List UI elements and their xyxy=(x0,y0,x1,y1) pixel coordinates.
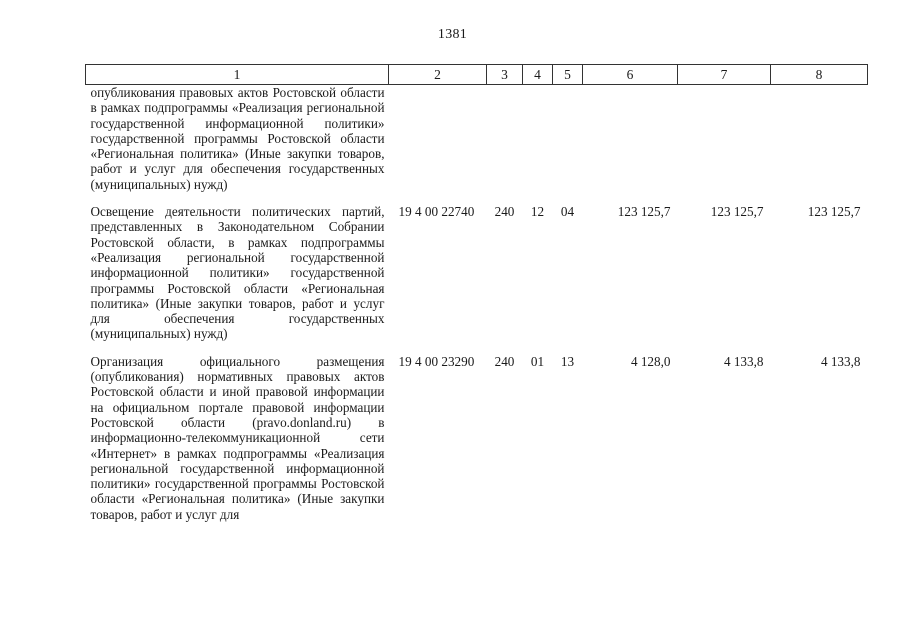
row-sum-1 xyxy=(583,85,678,203)
column-header: 5 xyxy=(553,65,583,85)
column-header: 7 xyxy=(678,65,771,85)
table-header-row xyxy=(86,65,868,85)
row-vr: 240 xyxy=(494,353,515,369)
row-pr: 13 xyxy=(560,353,575,369)
row-vr xyxy=(487,85,523,203)
table-row xyxy=(86,202,868,352)
row-rz xyxy=(523,85,553,203)
row-sum-3: 4 133,8 xyxy=(820,353,861,369)
row-sum-2: 123 125,7 xyxy=(710,204,764,220)
row-sum-2 xyxy=(678,85,771,203)
row-pr: 04 xyxy=(560,204,575,220)
column-header: 2 xyxy=(389,65,487,85)
row-rz: 12 xyxy=(530,204,545,220)
column-header: 4 xyxy=(523,65,553,85)
row-description: опубликования правовых актов Ростовской области в рамках подпрограммы «Реализация региональной государственной информационной политики» государственной программы Ростовской области «Региональная политика» (Иные закупки товаров, работ и услуг для обеспечения государственных (муниципальных) нужд) xyxy=(90,85,385,192)
column-header: 8 xyxy=(771,65,868,85)
column-header: 3 xyxy=(487,65,523,85)
row-description: Освещение деятельности политических партий, представленных в Законодательном Собрании Ростовской области, в рамках подпрограммы «Реализация региональной государственной информационной политики» государственной программы Ростовской области «Региональная политика» (Иные закупки товаров, работ и услуг для обеспечения государственных (муниципальных) нужд) xyxy=(90,204,385,342)
row-sum-1: 4 128,0 xyxy=(630,353,671,369)
column-header: 6 xyxy=(583,65,678,85)
row-sum-3 xyxy=(771,85,868,203)
row-sum-2: 4 133,8 xyxy=(723,353,764,369)
row-sum-1: 123 125,7 xyxy=(617,204,671,220)
budget-table xyxy=(85,64,868,532)
row-sum-3: 123 125,7 xyxy=(807,204,861,220)
row-pr xyxy=(553,85,583,203)
column-header: 1 xyxy=(86,65,389,85)
row-rz: 01 xyxy=(530,353,545,369)
row-vr: 240 xyxy=(494,204,515,220)
page-number: 1381 xyxy=(437,27,468,42)
table-row xyxy=(86,352,868,532)
row-code: 19 4 00 22740 xyxy=(398,204,475,220)
row-description: Организация официального размещения (опубликования) нормативных правовых актов Ростовской области и иной правовой информации на официальном портале правовой информации Ростовской области (pravo.donland.ru) в информационно-телекоммуникационной сети «Интернет» в рамках подпрограммы «Реализация региональной государственной информационной политики» государственной программы Ростовской области «Региональная политика» (Иные закупки товаров, работ и услуг для xyxy=(90,353,385,522)
row-code xyxy=(389,85,487,203)
row-code: 19 4 00 23290 xyxy=(398,353,475,369)
table-row xyxy=(86,85,868,203)
